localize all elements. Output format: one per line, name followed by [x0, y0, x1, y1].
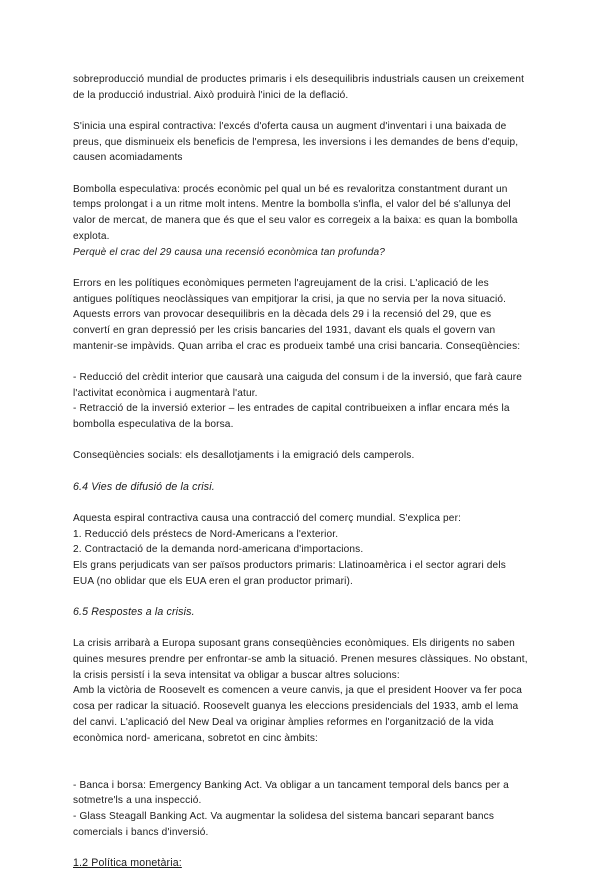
section-heading-responses: 6.5 Respostes a la crisis.	[73, 606, 195, 619]
paragraph-social-consequences: Conseqüències socials: els desallotjaments i la emigració dels camperols.	[73, 450, 415, 462]
paragraph-overproduction: sobreproducció mundial de productes primaris i els desequilibris industrials causen un creixement de la producció industrial. Això produirà l'inici de la deflació.	[73, 74, 525, 101]
paragraph-europe-crisis: La crisis arribarà a Europa suposant grans conseqüències econòmiques. Els dirigents no saben quines mesures prendre per enfrontar-se amb la situació. Prenen mesures clàssiques. No obstant, la crisis persistí i la seva intensitat va obligar a buscar altres solucions:	[73, 638, 528, 681]
paragraph-contractive-spiral: S'inicia una espiral contractiva: l'excés d'oferta causa un augment d'inventari i una baixada de preus, que disminueix els beneficis de l'empresa, les inversions i les demandes de bens d'equip, causen acomiadaments	[73, 121, 519, 164]
bullet-glass-steagall: - Glass Steagall Banking Act. Va augmentar la solidesa del sistema bancari separant bancs comercials i bancs d'inversió.	[73, 811, 495, 838]
bullet-emergency-banking: - Banca i borsa: Emergency Banking Act. Va obligar a un tancament temporal dels bancs per a sotmetre'ls a una inspecció.	[73, 779, 509, 807]
bullet-credit-reduction: - Reducció del crèdit interior que causarà una caiguda del consum i de la inversió, que farà caure l'activitat econòmica i augmentarà l'atur.	[73, 371, 522, 399]
bullet-foreign-investment: - Retracció de la inversió exterior – les entrades de capital contribueixen a inflar encara més la bombolla especulativa de la borsa.	[73, 403, 510, 431]
question-crash-29: Perquè el crac del 29 causa una recensió econòmica tan profunda?	[73, 246, 386, 258]
paragraph-world-trade: Aquesta espiral contractiva causa una contracció del comerç mundial. S'explica per:	[73, 512, 462, 524]
section-heading-monetary-policy: 1.2 Política monetària:	[73, 857, 182, 870]
paragraph-policy-errors: Errors en les polítiques econòmiques permeten l'agreujament de la crisi. L'aplicació de les antigues polítiques neoclàssiques van empitjorar la crisi, ja que no servia per la nova situació. Aquests errors van provocar desequilibris en la dècada dels 29 i la recensió del 29, que es convertí en gran depressió per les crisis bancaries del 1931, davant els quals el govern van mantenir-se impàvids. Quan arriba el crac es produeix també una crisi bancaria. Conseqüències:	[73, 277, 521, 352]
paragraph-roosevelt: Amb la victòria de Roosevelt es comencen a veure canvis, ja que el president Hoover va fer poca cosa per radicar la situació. Roosevelt guanya les eleccions presidencials del 1933, amb el lema del canvi. L'aplicació del New Deal va originar àmplies reformes en l'organització de la vida econòmica nord- americana, sobretot en cinc àmbits:	[73, 685, 523, 744]
numbered-item-2: 2. Contractació de la demanda nord-americana d'importacions.	[73, 544, 364, 556]
paragraph-affected: Els grans perjudicats van ser països productors primaris: Llatinoamèrica i el sector agrari dels EUA (no oblidar que els EUA eren el gran productor primari).	[73, 560, 506, 587]
numbered-item-1: 1. Reducció dels préstecs de Nord-Americans a l'exterior.	[73, 528, 339, 540]
paragraph-speculative-bubble: Bombolla especulativa: procés econòmic pel qual un bé es revaloritza constantment durant un temps prolongat i a un ritme molt intens. Mentre la bombolla s'infla, el valor del bé s'allunya del valor de mercat, de manera que és que el seu valor es corregeix a la baixa: es quan la bombolla explota.	[73, 183, 518, 242]
document-body	[73, 72, 528, 872]
section-heading-diffusion: 6.4 Vies de difusió de la crisi.	[73, 480, 215, 493]
